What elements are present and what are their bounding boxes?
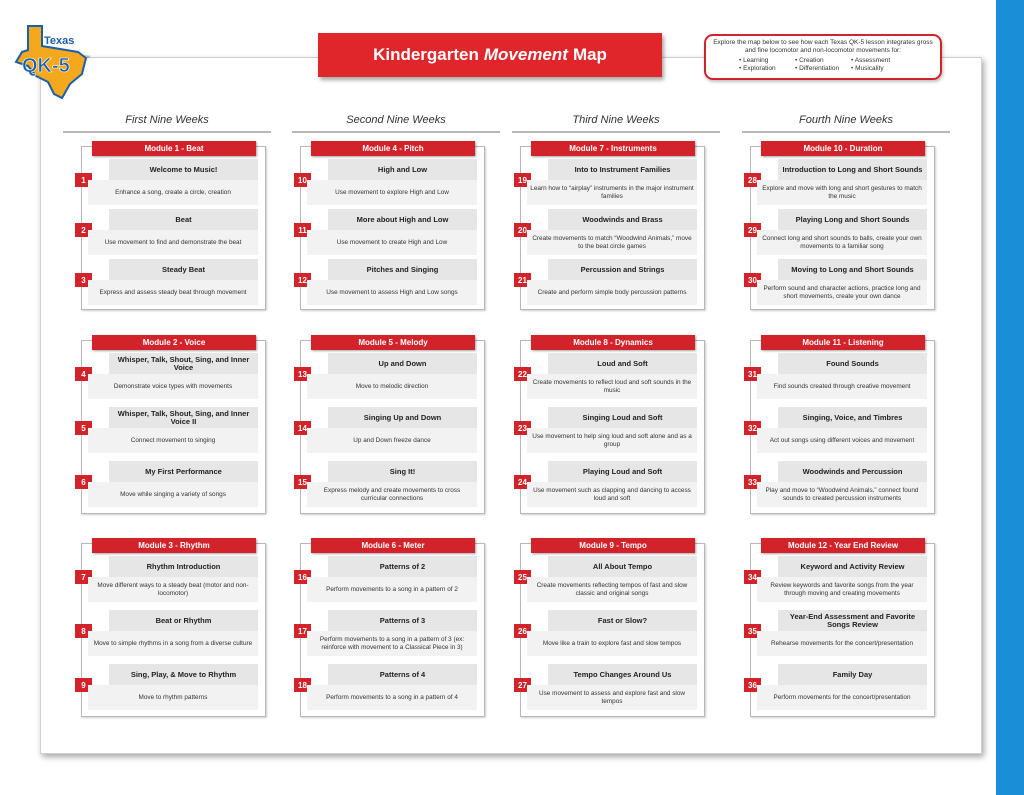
lesson-number: 13 [294,367,311,381]
info-category: • Exploration [739,65,776,72]
lesson-title: Whisper, Talk, Shout, Sing, and Inner Voice [109,353,258,374]
lesson-item [518,407,704,453]
lesson-number: 28 [744,173,761,187]
lesson-item [748,461,934,507]
lesson-number: 21 [514,273,531,287]
lesson-description: Create movements to reflect loud and soft sounds in the music [527,374,697,399]
lesson-title: Singing Up and Down [328,407,477,428]
lesson-title: Singing, Voice, and Timbres [778,407,927,428]
lesson-description: Use movement to find and demonstrate the beat [88,230,258,255]
lesson-item [82,664,265,710]
quarter-heading-3: Third Nine Weeks [572,114,660,126]
lesson-description: Perform movements to a song in a pattern of 2 [307,577,477,602]
lesson-title: More about High and Low [328,209,477,230]
lesson-number: 11 [294,223,311,237]
lesson-title: Woodwinds and Percussion [778,461,927,482]
lesson-item [82,461,265,507]
lesson-title: Year-End Assessment and Favorite Songs Review [778,610,927,631]
lesson-description: Move to melodic direction [307,374,477,399]
info-box [704,34,942,80]
texas-qk5-logo [8,22,98,102]
module-card [520,543,705,717]
lesson-description: Move different ways to a steady beat (motor and non-locomotor) [88,577,258,602]
lesson-number: 9 [75,678,92,692]
lesson-item [82,353,265,399]
logo-text-main: QK-5 [22,55,70,77]
lesson-title: Into to Instrument Families [548,159,697,180]
lesson-item [82,159,265,205]
module-header: Module 4 - Pitch [311,141,475,156]
lesson-description: Explore and move with long and short gestures to match the music [757,180,927,205]
lesson-number: 27 [514,678,531,692]
info-intro: Explore the map below to see how each Texas QK-5 lesson integrates gross and fine locomotor and non-locomotor movements for: [713,39,933,54]
lesson-number: 19 [514,173,531,187]
lesson-title: Playing Long and Short Sounds [778,209,927,230]
module-header: Module 10 - Duration [761,141,925,156]
lesson-item [298,610,484,656]
lesson-number: 7 [75,570,92,584]
lesson-title: Patterns of 2 [328,556,477,577]
module-card [300,340,485,514]
lesson-item [748,407,934,453]
lesson-item [298,259,484,305]
quarter-divider [742,131,950,133]
lesson-description: Use movement such as clapping and dancing to access loud and soft [527,482,697,507]
lesson-description: Rehearse movements for the concert/presentation [757,631,927,656]
lesson-description: Perform movements to a song in a pattern of 4 [307,685,477,710]
lesson-item [748,610,934,656]
info-category: • Assessment [851,57,891,64]
module-header: Module 5 - Melody [311,335,475,350]
lesson-title: Beat or Rhythm [109,610,258,631]
module-header: Module 1 - Beat [92,141,256,156]
lesson-description: Review keywords and favorite songs from the year through moving and creating movements [757,577,927,602]
lesson-item [298,159,484,205]
module-card [750,543,935,717]
lesson-number: 16 [294,570,311,584]
lesson-item [748,556,934,602]
lesson-item [518,664,704,710]
lesson-description: Express and assess steady beat through movement [88,280,258,305]
lesson-title: Woodwinds and Brass [548,209,697,230]
info-category: • Musicality [851,65,884,72]
lesson-description: Express melody and create movements to cross curricular connections [307,482,477,507]
module-card [81,543,266,717]
quarter-heading-4: Fourth Nine Weeks [799,114,893,126]
lesson-title: Whisper, Talk, Shout, Sing, and Inner Voice II [109,407,258,428]
module-card [520,340,705,514]
lesson-description: Move to simple rhythms in a song from a diverse culture [88,631,258,656]
lesson-title: Found Sounds [778,353,927,374]
lesson-title: Introduction to Long and Short Sounds [778,159,927,180]
lesson-title: Up and Down [328,353,477,374]
lesson-item [298,353,484,399]
lesson-title: Patterns of 3 [328,610,477,631]
lesson-item [748,159,934,205]
lesson-item [82,556,265,602]
lesson-number: 17 [294,624,311,638]
lesson-number: 3 [75,273,92,287]
module-card [750,146,935,310]
lesson-title: Playing Loud and Soft [548,461,697,482]
lesson-description: Enhance a song, create a circle, creation [88,180,258,205]
logo-tm: TM [84,54,90,59]
lesson-number: 23 [514,421,531,435]
lesson-number: 24 [514,475,531,489]
quarter-divider [292,131,500,133]
lesson-number: 33 [744,475,761,489]
lesson-title: Tempo Changes Around Us [548,664,697,685]
lesson-description: Connect movement to singing [88,428,258,453]
lesson-title: Sing It! [328,461,477,482]
logo-text-top: Texas [44,35,75,47]
lesson-title: All About Tempo [548,556,697,577]
lesson-description: Act out songs using different voices and movement [757,428,927,453]
module-header: Module 2 - Voice [92,335,256,350]
lesson-title: Sing, Play, & Move to Rhythm [109,664,258,685]
lesson-number: 15 [294,475,311,489]
lesson-number: 35 [744,624,761,638]
module-header: Module 9 - Tempo [531,538,695,553]
lesson-item [518,461,704,507]
module-card [300,146,485,310]
module-card [81,340,266,514]
lesson-number: 2 [75,223,92,237]
lesson-title: Family Day [778,664,927,685]
info-category: • Differentiation [795,65,840,72]
lesson-description: Perform movements to a song in a pattern of 3 (ex: reinforce with movement to a Classical Piece in 3) [307,631,477,656]
lesson-item [748,664,934,710]
lesson-item [298,407,484,453]
lesson-item [298,209,484,255]
lesson-number: 25 [514,570,531,584]
lesson-item [518,610,704,656]
lesson-number: 18 [294,678,311,692]
lesson-description: Learn how to “airplay” instruments in the major instrument families [527,180,697,205]
lesson-number: 30 [744,273,761,287]
quarter-heading-2: Second Nine Weeks [346,114,446,126]
lesson-title: Keyword and Activity Review [778,556,927,577]
lesson-number: 6 [75,475,92,489]
quarter-divider [512,131,720,133]
lesson-title: Rhythm Introduction [109,556,258,577]
lesson-description: Move like a train to explore fast and slow tempos [527,631,697,656]
module-card [81,146,266,310]
lesson-description: Create movements reflecting tempos of fast and slow classic and original songs [527,577,697,602]
quarter-heading-1: First Nine Weeks [125,114,209,126]
lesson-title: Pitches and Singing [328,259,477,280]
lesson-description: Connect long and short sounds to balls, create your own movements to a familiar song [757,230,927,255]
lesson-item [82,209,265,255]
lesson-title: Moving to Long and Short Sounds [778,259,927,280]
lesson-item [748,259,934,305]
lesson-number: 20 [514,223,531,237]
quarter-divider [63,131,271,133]
lesson-number: 26 [514,624,531,638]
module-header: Module 6 - Meter [311,538,475,553]
lesson-number: 22 [514,367,531,381]
lesson-item [518,353,704,399]
info-category: • Creation [795,57,824,64]
lesson-item [298,461,484,507]
lesson-description: Perform sound and character actions, practice long and short movements, create your own dance [757,280,927,305]
lesson-item [82,610,265,656]
lesson-description: Use movement to explore High and Low [307,180,477,205]
lesson-description: Use movement to assess and explore fast and slow tempos [527,685,697,710]
title-prefix: Kindergarten [373,45,479,64]
lesson-item [518,209,704,255]
lesson-description: Move to rhythm patterns [88,685,258,710]
lesson-number: 36 [744,678,761,692]
lesson-number: 1 [75,173,92,187]
lesson-description: Use movement to help sing loud and soft alone and as a group [527,428,697,453]
lesson-title: Patterns of 4 [328,664,477,685]
lesson-item [518,556,704,602]
lesson-description: Find sounds created through creative movement [757,374,927,399]
module-header: Module 12 - Year End Review [761,538,925,553]
lesson-title: Welcome to Music! [109,159,258,180]
lesson-item [748,209,934,255]
module-card [520,146,705,310]
lesson-number: 4 [75,367,92,381]
right-border-bar [996,0,1024,795]
lesson-item [298,664,484,710]
lesson-description: Demonstrate voice types with movements [88,374,258,399]
module-header: Module 7 - Instruments [531,141,695,156]
module-header: Module 3 - Rhythm [92,538,256,553]
info-categories [706,57,940,73]
lesson-number: 29 [744,223,761,237]
lesson-item [298,556,484,602]
lesson-number: 32 [744,421,761,435]
module-header: Module 8 - Dynamics [531,335,695,350]
lesson-number: 14 [294,421,311,435]
lesson-title: Steady Beat [109,259,258,280]
lesson-number: 34 [744,570,761,584]
lesson-item [518,159,704,205]
lesson-number: 12 [294,273,311,287]
lesson-number: 5 [75,421,92,435]
lesson-title: Percussion and Strings [548,259,697,280]
lesson-title: Fast or Slow? [548,610,697,631]
lesson-title: High and Low [328,159,477,180]
lesson-item [82,259,265,305]
lesson-description: Perform movements for the concert/presentation [757,685,927,710]
lesson-item [82,407,265,453]
lesson-title: My First Performance [109,461,258,482]
lesson-description: Create and perform simple body percussion patterns [527,280,697,305]
lesson-number: 8 [75,624,92,638]
lesson-description: Move while singing a variety of songs [88,482,258,507]
lesson-description: Use movement to assess High and Low songs [307,280,477,305]
lesson-description: Play and move to “Woodwind Animals,” connect found sounds to created percussion instruments [757,482,927,507]
page-title [318,33,662,77]
module-header: Module 11 - Listening [761,335,925,350]
lesson-number: 10 [294,173,311,187]
lesson-item [518,259,704,305]
module-card [300,543,485,717]
lesson-title: Singing Loud and Soft [548,407,697,428]
lesson-number: 31 [744,367,761,381]
lesson-description: Create movements to match “Woodwind Animals,” move to the beat circle games [527,230,697,255]
lesson-item [748,353,934,399]
title-emphasis: Movement [483,45,568,64]
title-suffix: Map [572,45,607,64]
lesson-description: Up and Down freeze dance [307,428,477,453]
module-card [750,340,935,514]
lesson-title: Loud and Soft [548,353,697,374]
info-category: • Learning [739,57,769,64]
lesson-title: Beat [109,209,258,230]
lesson-description: Use movement to create High and Low [307,230,477,255]
